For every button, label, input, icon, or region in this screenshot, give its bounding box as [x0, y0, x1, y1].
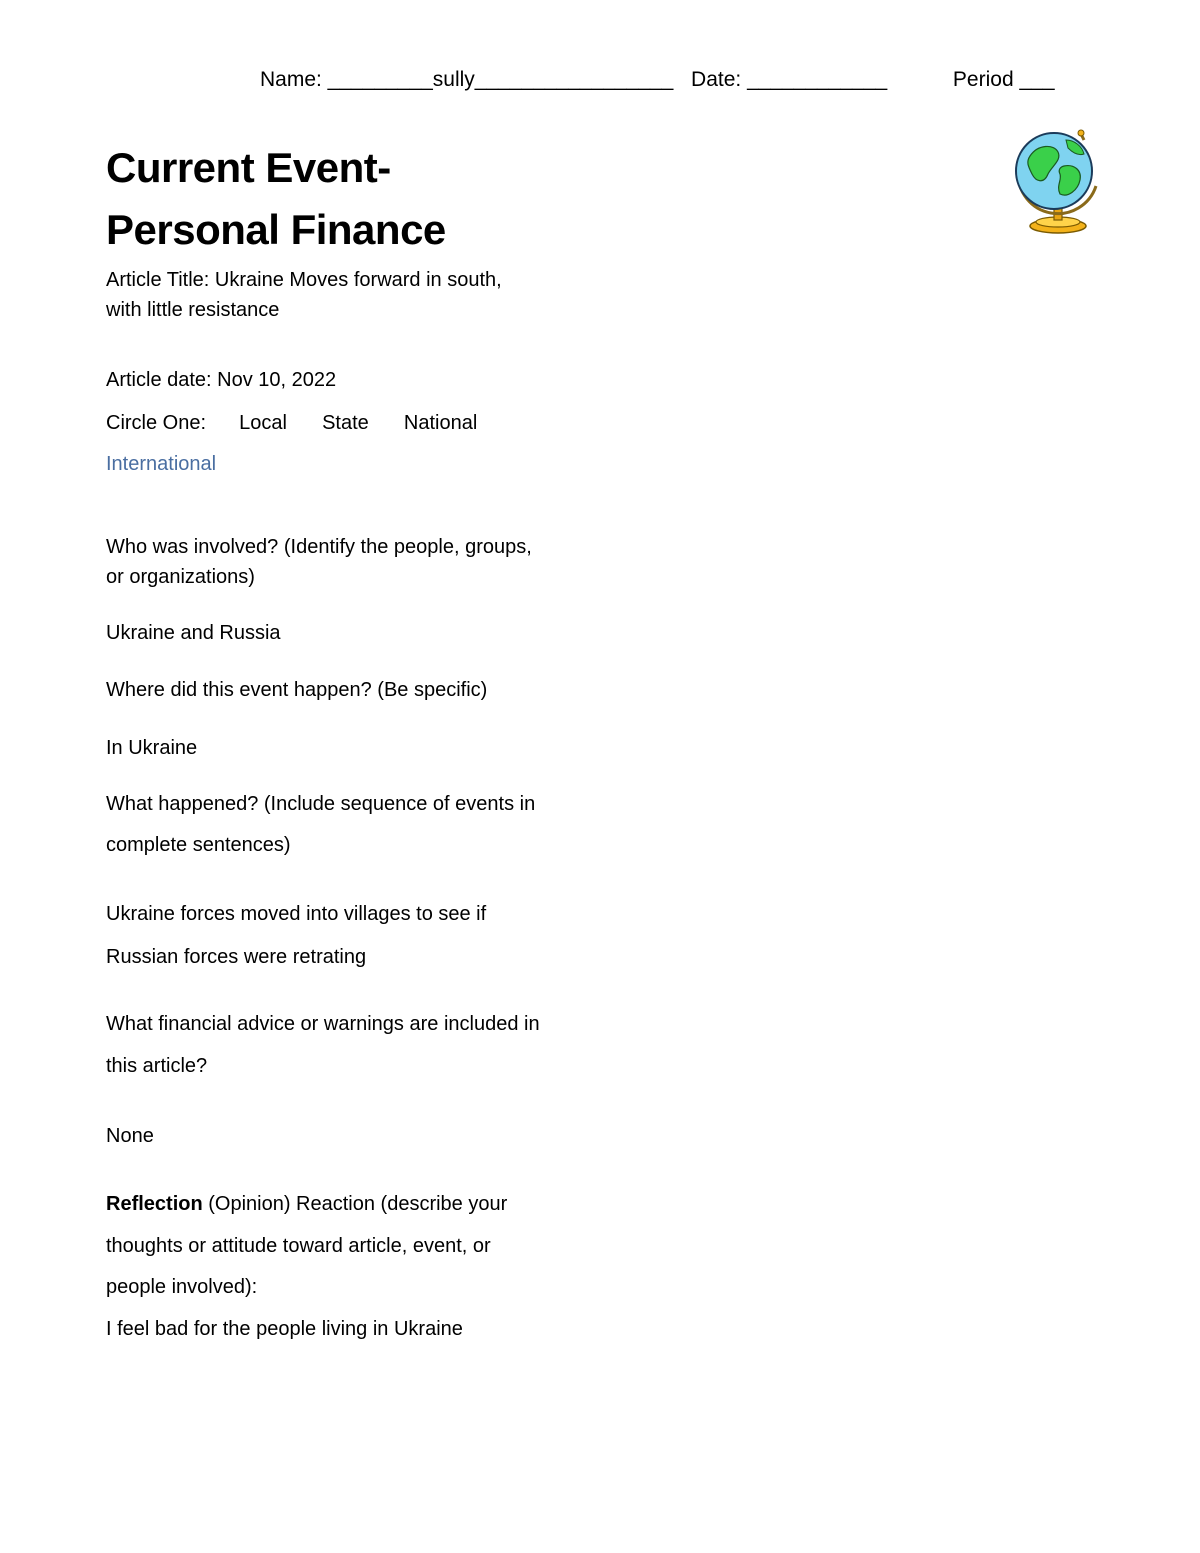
reflection-question-text: (Opinion) Reaction (describe your — [202, 1193, 508, 1215]
who-question-line2: or organizations) — [106, 566, 255, 588]
article-date: Article date: Nov 10, 2022 — [106, 369, 337, 391]
period-field: Period ___ — [952, 68, 1055, 91]
circle-one-label: Circle One: — [106, 412, 207, 434]
reflection-question-line3: people involved): — [106, 1276, 258, 1298]
option-international: International — [106, 453, 217, 475]
advice-question-line1: What financial advice or warnings are included in — [106, 1013, 540, 1035]
article-title-line2: with little resistance — [106, 299, 280, 321]
page-title-line2: Personal Finance — [106, 206, 446, 253]
date-field: Date: ____________ — [691, 68, 888, 91]
advice-question-line2: this article? — [106, 1055, 208, 1077]
reflection-question-line2: thoughts or attitude toward article, event, or — [106, 1235, 491, 1257]
option-national: National — [403, 412, 478, 434]
who-question-line1: Who was involved? (Identify the people, groups, — [106, 536, 532, 558]
what-question-line1: What happened? (Include sequence of events in — [106, 793, 536, 815]
name-field: Name: _________sully_________________ — [260, 68, 674, 91]
advice-answer: None — [106, 1125, 154, 1147]
circle-one-row — [106, 408, 477, 438]
option-local: Local — [239, 412, 287, 434]
option-state: State — [322, 412, 369, 434]
what-answer-line2: Russian forces were retrating — [106, 946, 367, 968]
what-question-line2: complete sentences) — [106, 834, 291, 856]
who-answer: Ukraine and Russia — [106, 622, 281, 644]
reflection-heading: Reflection — [106, 1193, 203, 1215]
reflection-question-line1 — [106, 1189, 507, 1219]
globe-icon — [1008, 126, 1104, 238]
header-line — [260, 68, 1055, 92]
where-answer: In Ukraine — [106, 737, 198, 759]
where-question: Where did this event happen? (Be specific) — [106, 679, 488, 701]
page-title-line1: Current Event- — [106, 144, 391, 191]
article-title-line1: Article Title: Ukraine Moves forward in south, — [106, 269, 502, 291]
what-answer-line1: Ukraine forces moved into villages to see if — [106, 903, 487, 925]
reflection-answer: I feel bad for the people living in Ukraine — [106, 1318, 463, 1340]
